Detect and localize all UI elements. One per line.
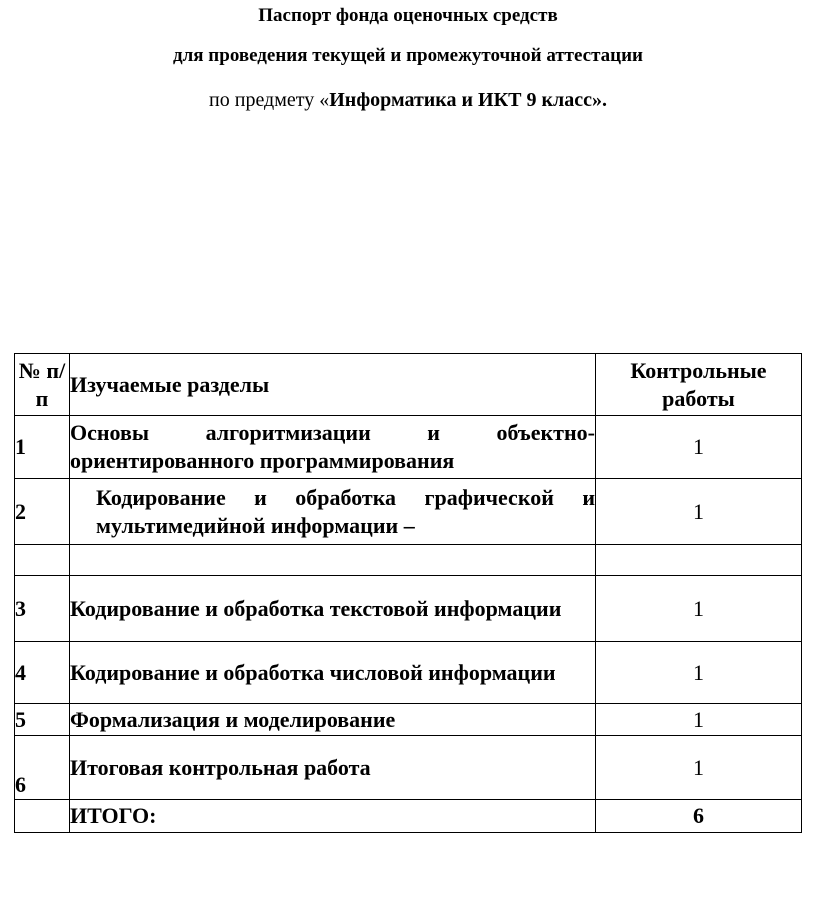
row-tests: 1 <box>596 479 802 545</box>
table-row <box>15 704 802 736</box>
row-section <box>70 545 596 576</box>
subject-prefix: по предмету « <box>209 89 330 111</box>
table-row <box>15 736 802 800</box>
total-number-cell <box>15 800 70 833</box>
row-section: Формализация и моделирование <box>70 704 596 736</box>
row-tests: 1 <box>596 704 802 736</box>
document-title: Паспорт фонда оценочных средств <box>258 5 558 26</box>
row-number: 2 <box>15 479 70 545</box>
row-number: 1 <box>15 416 70 479</box>
row-number: 5 <box>15 704 70 736</box>
row-number: 6 <box>15 736 70 800</box>
row-section: Кодирование и обработка графической и мультимедийной информации – <box>70 479 596 545</box>
table-total-row <box>15 800 802 833</box>
document-subtitle: для проведения текущей и промежуточной аттестации <box>173 45 643 66</box>
row-tests: 1 <box>596 642 802 704</box>
total-label: ИТОГО: <box>70 800 596 833</box>
table-row <box>15 479 802 545</box>
row-number <box>15 545 70 576</box>
header-number: № п/п <box>15 354 70 416</box>
row-section: Кодирование и обработка текстовой информации <box>70 576 596 642</box>
assessment-table <box>14 353 802 833</box>
header-section: Изучаемые разделы <box>70 354 596 416</box>
table-row-empty <box>15 545 802 576</box>
row-section: Итоговая контрольная работа <box>70 736 596 800</box>
row-number: 3 <box>15 576 70 642</box>
row-section: Кодирование и обработка числовой информации <box>70 642 596 704</box>
table-row <box>15 642 802 704</box>
row-number: 4 <box>15 642 70 704</box>
table-row <box>15 576 802 642</box>
table-row <box>15 416 802 479</box>
subject-line <box>0 89 816 111</box>
table-header-row <box>15 354 802 416</box>
row-section: Основы алгоритмизации и объектно-ориентированного программирования <box>70 416 596 479</box>
row-tests: 1 <box>596 736 802 800</box>
row-tests <box>596 545 802 576</box>
row-tests: 1 <box>596 416 802 479</box>
header-tests: Контрольные работы <box>596 354 802 416</box>
subject-name: Информатика и ИКТ 9 класс». <box>329 89 607 111</box>
total-value: 6 <box>596 800 802 833</box>
row-tests: 1 <box>596 576 802 642</box>
